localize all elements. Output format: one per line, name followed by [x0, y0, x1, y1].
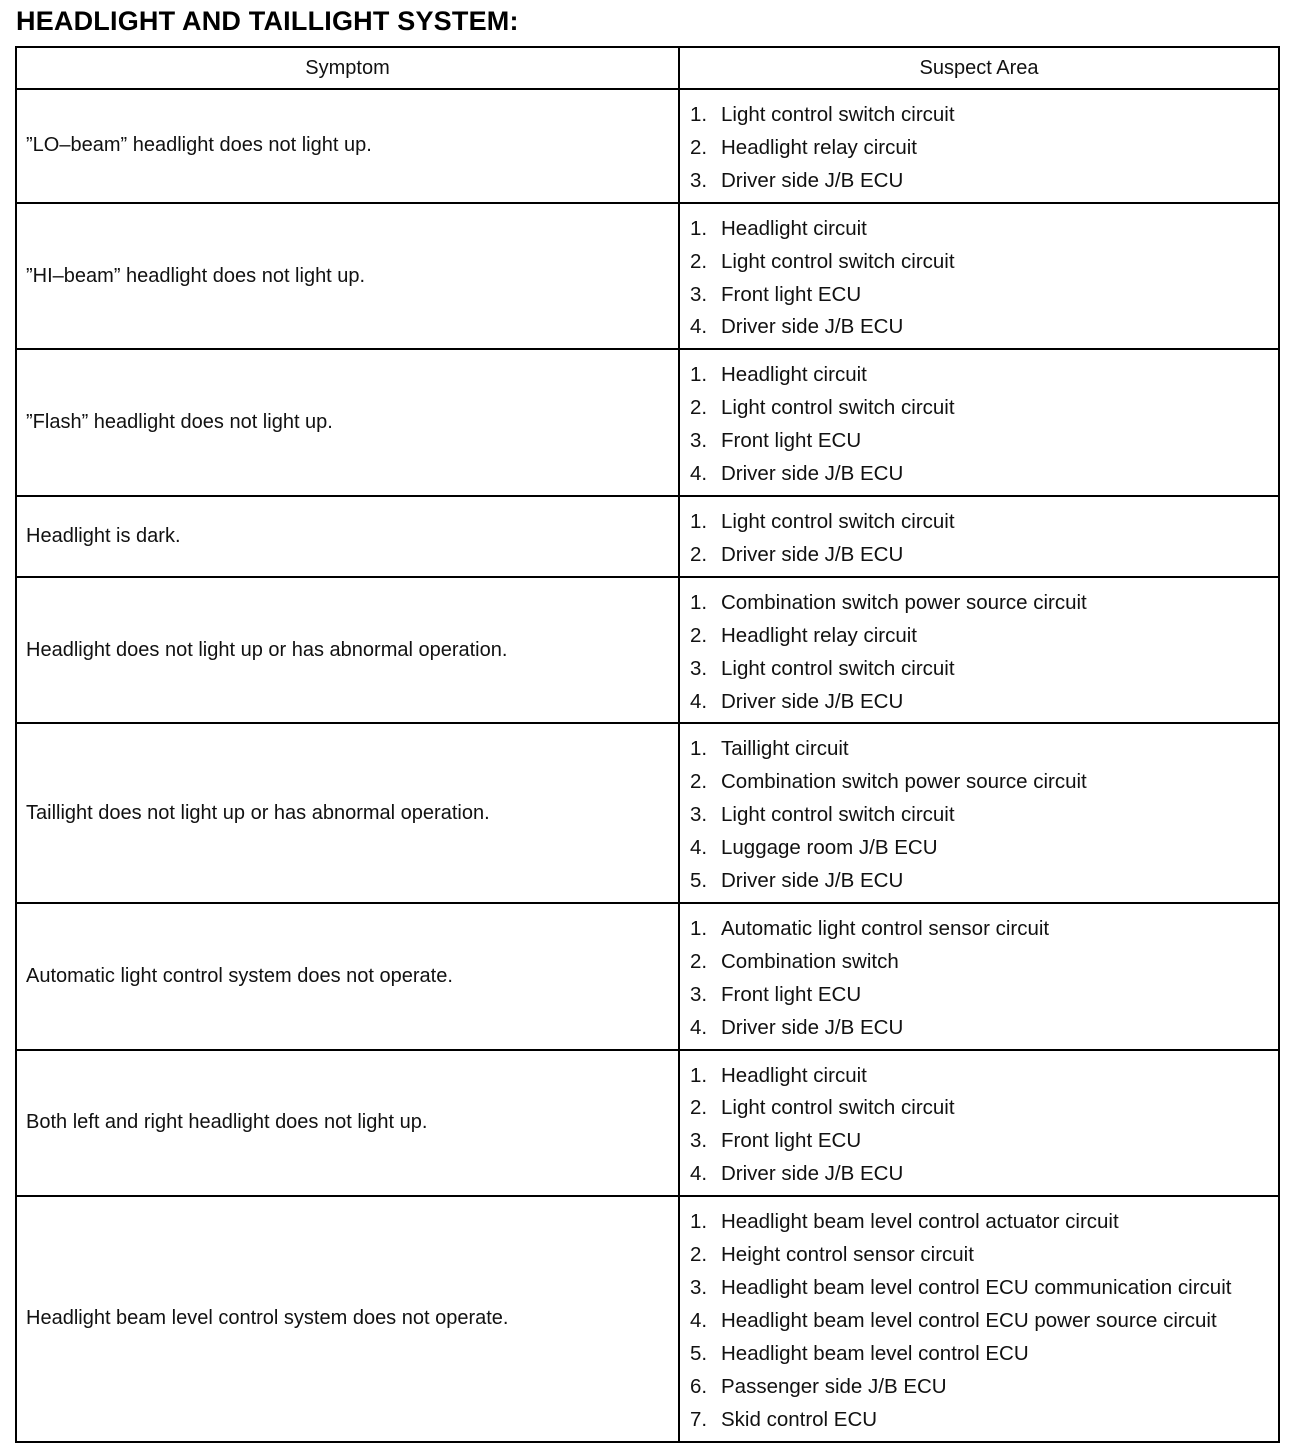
suspect-list: [680, 350, 1278, 495]
suspect-number: 2.: [690, 249, 708, 273]
suspect-text: Driver side J/B ECU: [721, 462, 904, 486]
suspect-text: Light control switch circuit: [721, 103, 955, 126]
suspect-number: 2.: [690, 135, 708, 159]
suspect-number: 1.: [690, 1063, 708, 1087]
suspect-number: 1.: [690, 916, 708, 940]
suspect-area-cell: [679, 89, 1279, 203]
symptom-cell: ”LO–beam” headlight does not light up.: [16, 89, 679, 203]
suspect-number: 3.: [690, 429, 708, 453]
table-body: [16, 89, 1279, 1442]
suspect-text: Headlight relay circuit: [721, 623, 917, 647]
symptom-cell: ”HI–beam” headlight does not light up.: [16, 203, 679, 350]
suspect-item: [690, 766, 1278, 799]
table-header-row: [16, 47, 1279, 89]
suspect-number: 2.: [690, 1243, 708, 1267]
suspect-item: [690, 458, 1278, 491]
symptom-cell: Headlight is dark.: [16, 496, 679, 577]
suspect-area-cell: [679, 723, 1279, 903]
suspect-item: [690, 99, 1278, 132]
suspect-number: 4.: [690, 1015, 708, 1039]
suspect-text: Light control switch circuit: [721, 249, 955, 273]
suspect-item: [690, 1239, 1278, 1272]
header-symptom: Symptom: [16, 47, 679, 89]
suspect-item: [690, 1305, 1278, 1338]
symptom-cell: Automatic light control system does not operate.: [16, 903, 679, 1050]
table-row: [16, 903, 1279, 1050]
symptom-table: [15, 46, 1280, 1443]
suspect-number: 1.: [690, 1210, 708, 1234]
suspect-text: Skid control ECU: [721, 1407, 878, 1431]
suspect-number: 4.: [690, 836, 708, 860]
table-row: [16, 89, 1279, 203]
table-row: [16, 1050, 1279, 1197]
suspect-area-cell: [679, 1050, 1279, 1197]
suspect-number: 7.: [690, 1407, 708, 1431]
suspect-item: [690, 506, 1278, 539]
suspect-text: Light control switch circuit: [721, 803, 955, 827]
suspect-text: Headlight circuit: [721, 216, 867, 240]
suspect-item: [690, 1060, 1278, 1093]
suspect-number: 3.: [690, 1276, 708, 1299]
suspect-number: 4.: [690, 1308, 708, 1332]
suspect-number: 5.: [690, 1341, 708, 1365]
suspect-text: Luggage room J/B ECU: [721, 836, 938, 860]
suspect-item: [690, 1338, 1278, 1371]
suspect-number: 3.: [690, 1129, 708, 1153]
suspect-text: Driver side J/B ECU: [721, 315, 904, 339]
suspect-area-cell: [679, 349, 1279, 496]
suspect-list: [680, 578, 1278, 723]
suspect-text: Light control switch circuit: [721, 656, 955, 680]
suspect-text: Driver side J/B ECU: [721, 542, 904, 566]
table-row: [16, 349, 1279, 496]
suspect-number: 2.: [690, 770, 708, 794]
suspect-list: [680, 1051, 1278, 1196]
suspect-list: [680, 904, 1278, 1049]
symptom-cell: Headlight does not light up or has abnormal operation.: [16, 577, 679, 724]
suspect-item: [690, 686, 1278, 719]
suspect-item: [690, 165, 1278, 198]
suspect-number: 4.: [690, 1162, 708, 1186]
suspect-area-cell: [679, 577, 1279, 724]
symptom-cell: Both left and right headlight does not light up.: [16, 1050, 679, 1197]
suspect-number: 2.: [690, 623, 708, 647]
suspect-number: 4.: [690, 315, 708, 339]
suspect-number: 1.: [690, 737, 708, 761]
suspect-text: Height control sensor circuit: [721, 1243, 974, 1267]
suspect-item: [690, 1404, 1278, 1437]
suspect-item: [690, 1092, 1278, 1125]
suspect-text: Headlight beam level control actuator circuit: [721, 1210, 1119, 1234]
suspect-number: 5.: [690, 869, 708, 893]
suspect-text: Combination switch power source circuit: [721, 770, 1087, 794]
suspect-number: 3.: [690, 982, 708, 1006]
suspect-text: Taillight circuit: [721, 737, 849, 761]
suspect-text: Driver side J/B ECU: [721, 689, 904, 713]
suspect-text: Light control switch circuit: [721, 1096, 955, 1120]
table-row: [16, 577, 1279, 724]
symptom-cell: ”Flash” headlight does not light up.: [16, 349, 679, 496]
suspect-item: [690, 620, 1278, 653]
suspect-text: Front light ECU: [721, 429, 862, 453]
suspect-item: [690, 1125, 1278, 1158]
suspect-list: [680, 90, 1278, 202]
suspect-text: Front light ECU: [721, 1129, 862, 1153]
suspect-number: 1.: [690, 216, 708, 240]
suspect-number: 2.: [690, 1096, 708, 1120]
suspect-list: [680, 724, 1278, 902]
suspect-number: 2.: [690, 396, 708, 420]
suspect-area-cell: [679, 903, 1279, 1050]
suspect-item: [690, 913, 1278, 946]
suspect-number: 4.: [690, 462, 708, 486]
suspect-item: [690, 1206, 1278, 1239]
suspect-number: 3.: [690, 803, 708, 827]
suspect-item: [690, 1371, 1278, 1404]
suspect-number: 1.: [690, 590, 708, 614]
suspect-item: [690, 311, 1278, 344]
table-row: [16, 203, 1279, 350]
suspect-text: Headlight relay circuit: [721, 135, 917, 159]
suspect-text: Headlight beam level control ECU communication circuit: [721, 1276, 1232, 1299]
suspect-text: Headlight circuit: [721, 363, 867, 387]
suspect-area-cell: [679, 1196, 1279, 1441]
suspect-area-cell: [679, 203, 1279, 350]
suspect-list: [680, 497, 1278, 576]
suspect-item: [690, 1272, 1278, 1305]
suspect-item: [690, 539, 1278, 572]
suspect-item: [690, 279, 1278, 312]
suspect-text: Light control switch circuit: [721, 396, 955, 420]
table-row: [16, 1196, 1279, 1441]
symptom-cell: Headlight beam level control system does not operate.: [16, 1196, 679, 1441]
suspect-text: Driver side J/B ECU: [721, 869, 904, 893]
suspect-text: Headlight beam level control ECU power source circuit: [721, 1308, 1217, 1332]
symptom-cell: Taillight does not light up or has abnormal operation.: [16, 723, 679, 903]
table-row: [16, 723, 1279, 903]
header-suspect-area: Suspect Area: [679, 47, 1279, 89]
suspect-item: [690, 1158, 1278, 1191]
suspect-text: Front light ECU: [721, 282, 862, 306]
suspect-item: [690, 653, 1278, 686]
suspect-number: 2.: [690, 949, 708, 973]
page-title: HEADLIGHT AND TAILLIGHT SYSTEM:: [16, 6, 519, 36]
suspect-number: 2.: [690, 542, 708, 566]
suspect-list: [680, 204, 1278, 349]
table-row: [16, 496, 1279, 577]
suspect-number: 1.: [690, 509, 708, 533]
suspect-item: [690, 359, 1278, 392]
suspect-item: [690, 832, 1278, 865]
suspect-text: Automatic light control sensor circuit: [721, 916, 1050, 940]
suspect-item: [690, 132, 1278, 165]
suspect-text: Passenger side J/B ECU: [721, 1374, 947, 1398]
suspect-item: [690, 587, 1278, 620]
suspect-number: 3.: [690, 282, 708, 306]
suspect-area-cell: [679, 496, 1279, 577]
suspect-item: [690, 799, 1278, 832]
suspect-number: 1.: [690, 363, 708, 387]
suspect-item: [690, 979, 1278, 1012]
suspect-item: [690, 733, 1278, 766]
suspect-item: [690, 425, 1278, 458]
suspect-text: Driver side J/B ECU: [721, 1015, 904, 1039]
suspect-text: Driver side J/B ECU: [721, 168, 904, 192]
suspect-item: [690, 392, 1278, 425]
suspect-item: [690, 865, 1278, 898]
suspect-number: 4.: [690, 689, 708, 713]
suspect-item: [690, 1012, 1278, 1045]
suspect-item: [690, 246, 1278, 279]
suspect-text: Headlight circuit: [721, 1063, 867, 1087]
suspect-number: 6.: [690, 1374, 708, 1398]
suspect-number: 3.: [690, 656, 708, 680]
suspect-text: Light control switch circuit: [721, 509, 955, 533]
suspect-text: Combination switch: [721, 949, 899, 973]
suspect-text: Driver side J/B ECU: [721, 1162, 904, 1186]
suspect-text: Headlight beam level control ECU: [721, 1341, 1029, 1365]
suspect-number: 1.: [690, 103, 708, 126]
suspect-number: 3.: [690, 168, 708, 192]
suspect-list: [680, 1197, 1278, 1440]
suspect-item: [690, 213, 1278, 246]
suspect-item: [690, 946, 1278, 979]
suspect-text: Front light ECU: [721, 982, 862, 1006]
suspect-text: Combination switch power source circuit: [721, 590, 1087, 614]
